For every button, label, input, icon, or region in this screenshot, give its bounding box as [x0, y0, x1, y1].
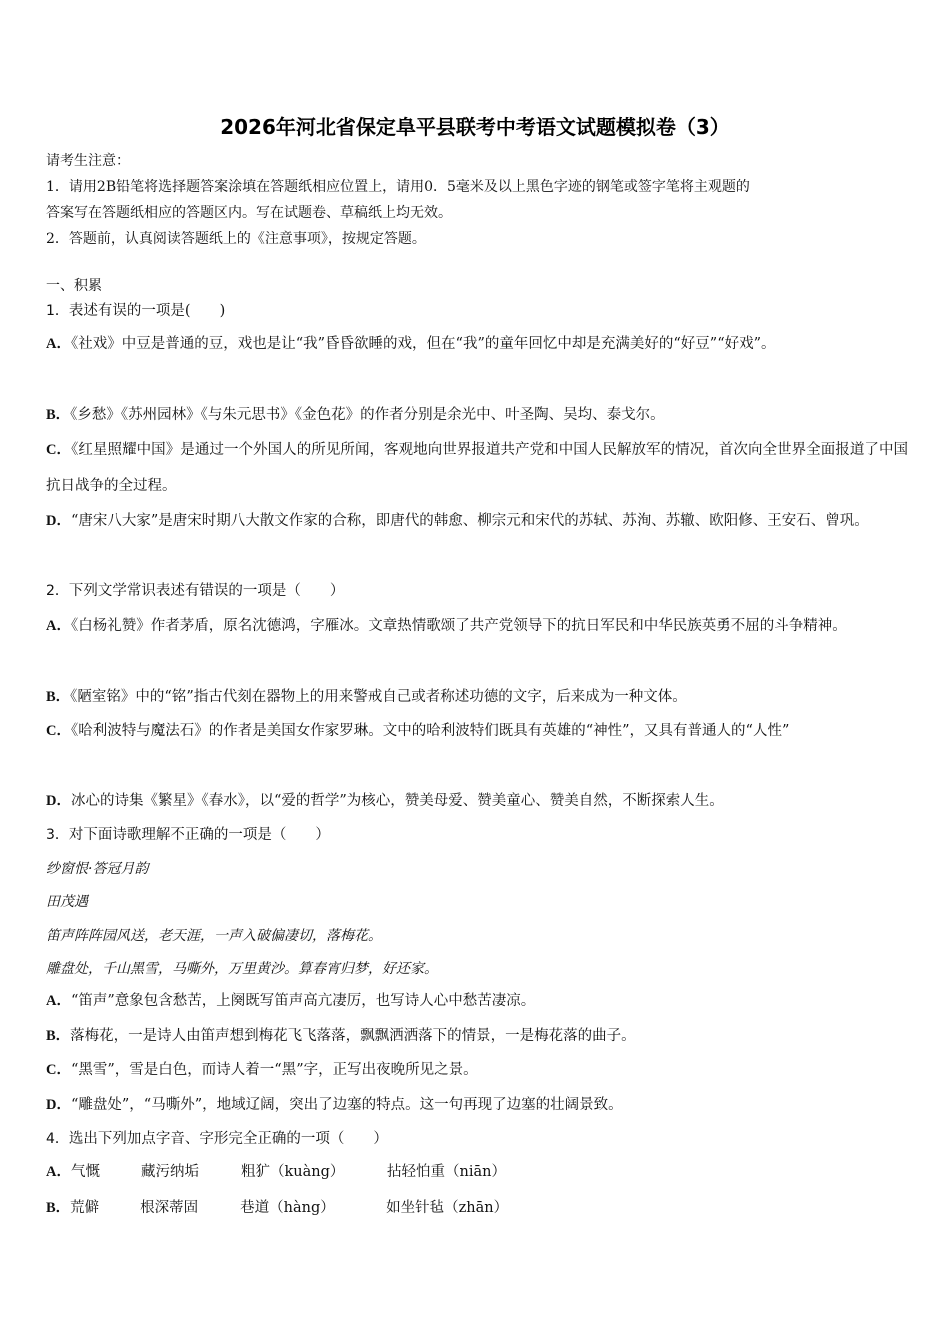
option-label: D． — [46, 793, 71, 809]
q3-option-a — [46, 990, 908, 1012]
question-1-stem — [46, 300, 908, 322]
question-text: 选出下列加点字音、字形完全正确的一项（ ） — [68, 1131, 388, 1147]
q3-option-d — [46, 1094, 908, 1116]
option-text: “雕盘处”，“马嘶外”，地域辽阔，突出了边塞的特点。这一句再现了边塞的壮阔景致。 — [70, 1097, 623, 1113]
notice-item-2: 2．答题前，认真阅读答题纸上的《注意事项》，按规定答题。 — [46, 231, 426, 247]
poem-line-1: 笛声阵阵园风送，老天涯，一声入破偏凄切，落梅花。 — [46, 928, 382, 944]
question-text: 表述有误的一项是( ) — [68, 303, 226, 319]
option-label: B． — [46, 1028, 71, 1044]
option-label: C． — [46, 1062, 71, 1078]
question-number: 3． — [46, 827, 69, 843]
notice-item-1-line-2: 答案写在答题纸相应的答题区内。写在试题卷、草稿纸上均无效。 — [46, 205, 452, 221]
notice-block — [46, 148, 906, 252]
notice-item-1-line-1: 1．请用2B铅笔将选择题答案涂填在答题纸相应位置上，请用0．5毫米及以上黑色字迹的钢笔或签字笔将主观题的 — [46, 179, 750, 195]
q3-option-c — [46, 1059, 908, 1081]
question-text: 下列文学常识表述有错误的一项是（ ） — [68, 583, 345, 599]
q1-option-c — [46, 432, 908, 504]
option-label: B． — [46, 1200, 71, 1216]
section-heading: 一、积累 — [46, 278, 102, 294]
q3-option-b — [46, 1025, 908, 1047]
option-item: 气慨 — [70, 1164, 100, 1180]
option-text: 《红星照耀中国》是通过一个外国人的所见所闻，客观地向世界报道共产党和中国人民解放军的情况，首次向全世界全面报道了中国抗日战争的全过程。 — [46, 442, 908, 494]
q1-option-d — [46, 503, 908, 539]
option-text: “笛声”意象包含愁苦，上阕既写笛声高亢凄厉，也写诗人心中愁苦凄凉。 — [70, 993, 536, 1009]
option-item: 如坐针毡（zhān） — [386, 1200, 509, 1216]
option-label: A． — [46, 618, 71, 634]
question-4-stem — [46, 1128, 908, 1150]
option-text: 冰心的诗集《繁星》《春水》，以“爱的哲学”为核心，赞美母爱、赞美童心、赞美自然，不断探索人生。 — [70, 793, 724, 809]
option-item: 巷道（hàng） — [240, 1200, 335, 1216]
q1-option-a — [46, 326, 908, 362]
poem-line-2: 雕盘处，千山黑雪，马嘶外，万里黄沙。算春宵归梦，好还家。 — [46, 961, 438, 977]
question-number: 4． — [46, 1131, 69, 1147]
q1-option-b — [46, 404, 908, 426]
option-text: 《陋室铭》中的“铭”指古代刻在器物上的用来警戒自己或者称述功德的文字，后来成为一种文体。 — [70, 689, 687, 705]
option-item: 根深蒂固 — [140, 1200, 199, 1216]
option-text: 《社戏》中豆是普通的豆，戏也是让“我”昏昏欲睡的戏，但在“我”的童年回忆中却是充满美好的“好豆”“好戏”。 — [70, 336, 776, 352]
q2-option-a — [46, 608, 908, 644]
option-text: “黑雪”，雪是白色，而诗人着一“黑”字，正写出夜晚所见之景。 — [70, 1062, 478, 1078]
question-number: 2． — [46, 583, 69, 599]
q4-option-a — [46, 1161, 908, 1183]
poem-title: 纱窗恨·答冠月韵 — [46, 861, 149, 877]
question-2-stem — [46, 580, 908, 602]
option-text: “唐宋八大家”是唐宋时期八大散文作家的合称，即唐代的韩愈、柳宗元和宋代的苏轼、苏洵、苏辙、欧阳修、王安石、曾巩。 — [70, 513, 869, 529]
option-label: B． — [46, 689, 71, 705]
option-item: 荒僻 — [70, 1200, 100, 1216]
option-label: A． — [46, 993, 71, 1009]
q2-option-b — [46, 686, 908, 708]
option-item: 拈轻怕重（niān） — [386, 1164, 506, 1180]
option-label: A． — [46, 336, 71, 352]
option-text: 《乡愁》《苏州园林》《与朱元思书》《金色花》的作者分别是余光中、叶圣陶、吴均、泰戈尔。 — [70, 407, 665, 423]
option-label: C． — [46, 723, 71, 739]
option-text: 落梅花，一是诗人由笛声想到梅花飞飞落落，飘飘洒洒落下的情景，一是梅花落的曲子。 — [70, 1028, 636, 1044]
option-label: C． — [46, 442, 72, 458]
option-item: 粗犷（kuàng） — [240, 1164, 345, 1180]
option-label: D． — [46, 1097, 71, 1113]
question-text: 对下面诗歌理解不正确的一项是（ ） — [68, 827, 330, 843]
notice-heading: 请考生注意： — [46, 153, 130, 169]
q4-option-b — [46, 1197, 908, 1219]
option-label: A． — [46, 1164, 71, 1180]
option-text: 《白杨礼赞》作者茅盾，原名沈德鸿，字雁冰。文章热情歌颂了共产党领导下的抗日军民和中华民族英勇不屈的斗争精神。 — [70, 618, 847, 634]
option-label: D． — [46, 513, 71, 529]
q2-option-c — [46, 713, 908, 749]
option-label: B． — [46, 407, 71, 423]
q2-option-d — [46, 790, 908, 812]
page-title: 2026年河北省保定阜平县联考中考语文试题模拟卷（3） — [220, 115, 730, 139]
option-text: 《哈利波特与魔法石》的作者是美国女作家罗琳。文中的哈利波特们既具有英雄的“神性”，又具有普通人的“人性” — [70, 723, 790, 739]
poem-author: 田茂遇 — [46, 894, 88, 910]
question-number: 1． — [46, 303, 69, 319]
option-item: 藏污纳垢 — [140, 1164, 199, 1180]
question-3-stem — [46, 824, 908, 846]
